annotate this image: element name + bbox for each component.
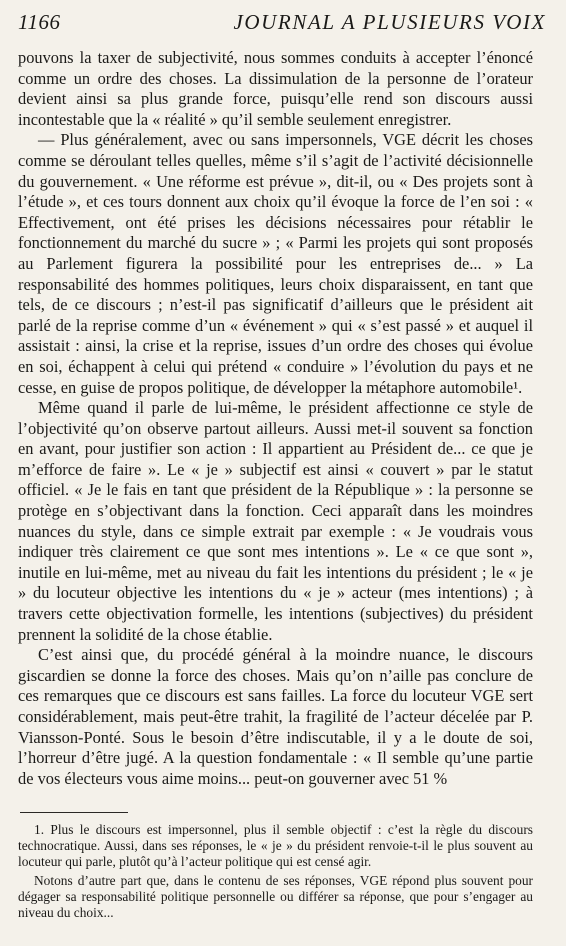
page-number: 1166	[18, 10, 61, 34]
body-text	[18, 48, 533, 789]
footnote: 1. Plus le discours est impersonnel, plus il semble objectif : c’est la règle du discours technocratique. Aussi, dans ses réponses, le « je » du président renvoie-t-il le plus souvent au locuteur qui parle, plutôt qu’à l’acteur politique qui est censé agir.	[18, 822, 533, 870]
footnotes	[18, 822, 533, 921]
footnote-continuation: Notons d’autre part que, dans le contenu de ses réponses, VGE répond plus souvent pour dégager sa responsabilité politique personnelle ou différer sa réponse, que pour s’engager au niveau du choix...	[18, 872, 533, 921]
paragraph: Même quand il parle de lui-même, le président affectionne ce style de l’objectivité qu’on observe partout ailleurs. Aussi met-il souvent sa fonction en avant, pour justifier son action : Il appartient au Président de... ce que je m’efforce de faire ». Le « je » subjectif est ainsi « couvert » par le statut officiel. « Je le fais en tant que président de la République » : la personne se protège en s’objectivant dans la fonction. Ceci apparaît dans les moindres nuances du style, dans ce simple extrait par exemple : « Je voudrais vous indiquer très clairement ce que sont mes intentions ». Le « ce que sont », inutile en lui-même, met au niveau du fait les intentions du président ; le « je » du locuteur objective les intentions du « je » acteur (mes intentions) ; à travers cette objectivation formelle, les intentions (subjectives) du président prennent la solidité de la chose établie.	[18, 398, 533, 644]
page-header	[18, 10, 546, 40]
paragraph: — Plus généralement, avec ou sans impersonnels, VGE décrit les choses comme se déroulant telles quelles, même s’il s’agit de l’activité décisionnelle du gouvernement. « Une réforme est prévue », dit-il, ou « Des projets sont à l’étude », et ces tours donnent aux choix qu’il évoque la force de l’en soi : « Effectivement, ont été prises les décisions nécessaires pour rétablir le fonctionnement du marché du sucre » ; « Parmi les projets qui sont proposés au Parlement figurera la possibilité pour les entreprises de... » La responsabilité des hommes politiques, leurs choix disparaissent, en tant que tels, de ce discours ; n’est-il pas significatif d’ailleurs que le président ait parlé de la reprise comme d’un « événement » qui « s’est passé » et auquel il assistait : ainsi, la crise et la reprise, issues d’un ordre des choses qui évolue en soi, échappent à celui qui prétend « conduire » l’évolution du pays et ne cesse, en guise de propos politique, de développer la métaphore automobile¹.	[18, 130, 533, 397]
running-head: JOURNAL A PLUSIEURS VOIX	[233, 10, 546, 34]
footnote-divider	[20, 812, 128, 813]
paragraph: C’est ainsi que, du procédé général à la moindre nuance, le discours giscardien se donne la force des choses. Mais qu’on n’aille pas conclure de ces remarques que ce discours est sans failles. La force du locuteur VGE sert considérablement, mais peut-être trahit, la fragilité de l’acteur décelée par P. Viansson-Ponté. Sous le besoin d’être indiscutable, il y a le doute de soi, l’horreur d’être jugé. A la question fondamentale : « Il semble qu’une partie de vos électeurs vous aime moins... peut-on gouverner avec 51 %	[18, 645, 533, 788]
paragraph-continued: pouvons la taxer de subjectivité, nous sommes conduits à accepter l’énoncé comme un ordre des choses. La dissimulation de la personne de l’orateur devient ainsi sa plus grande force, puisqu’elle rend son discours aussi incontestable que la « réalité » qu’il semble seulement enregistrer.	[18, 48, 533, 129]
